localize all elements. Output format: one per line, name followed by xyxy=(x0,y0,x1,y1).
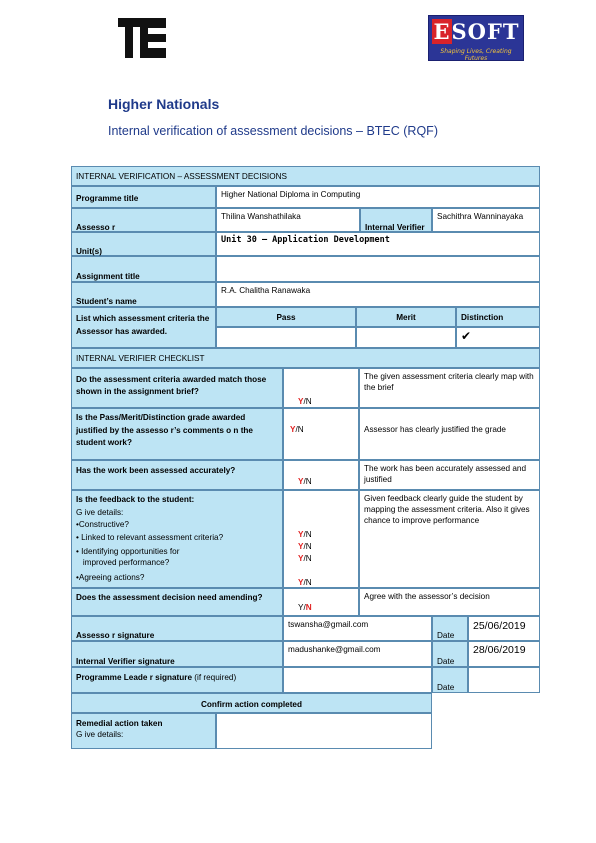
assessor-signature-value[interactable]: tswansha@gmail.com xyxy=(283,616,432,641)
yes-mark: Y xyxy=(298,477,304,486)
checklist-comment-1[interactable]: The given assessment criteria clearly map with the brief xyxy=(359,368,540,408)
esoft-tagline: Shaping Lives, Creating Futures xyxy=(440,48,512,62)
amend-yn[interactable] xyxy=(283,588,359,616)
programme-leader-signature-label xyxy=(71,667,283,693)
confirm-action-header: Confirm action completed xyxy=(71,693,432,713)
feedback-item-constructive: •Constructive? xyxy=(76,520,129,529)
amend-question: Does the assessment decision need amending? xyxy=(71,588,283,616)
student-name-value[interactable]: R.A. Chalitha Ranawaka xyxy=(216,282,540,307)
feedback-comment[interactable]: Given feedback clearly guide the student by mapping the assessment criteria. Also it gives chance to improve performance xyxy=(359,490,540,588)
feedback-question xyxy=(71,490,283,588)
checklist-question-2: Is the Pass/Merit/Distinction grade awarded justified by the assesso r’s comments o n the student work? xyxy=(71,408,283,460)
programme-title-label: Programme title xyxy=(71,186,216,208)
assessor-date-label: Date xyxy=(432,616,468,641)
merit-header: Merit xyxy=(356,307,456,327)
esoft-logo xyxy=(428,15,524,61)
merit-value[interactable] xyxy=(356,327,456,348)
feedback-item-opportunities: • Identifying opportunities for xyxy=(76,547,180,556)
yes-mark: Y xyxy=(298,397,304,406)
pl-date-label: Date xyxy=(432,667,468,693)
feedback-item-improved: improved performance? xyxy=(76,558,170,567)
feedback-yn-3: Y/N xyxy=(298,554,312,563)
section-iv-checklist-header: INTERNAL VERIFIER CHECKLIST xyxy=(71,348,540,368)
feedback-yn[interactable] xyxy=(283,490,359,588)
internal-verifier-label: Internal Verifier xyxy=(360,208,432,232)
assignment-title-value[interactable] xyxy=(216,256,540,282)
distinction-header: Distinction xyxy=(456,307,540,327)
iv-signature-label: Internal Verifier signature xyxy=(71,641,283,667)
distinction-checkmark[interactable]: ✔ xyxy=(456,327,540,348)
iv-signature-value[interactable]: madushanke@gmail.com xyxy=(283,641,432,667)
assessor-signature-label: Assesso r signature xyxy=(71,616,283,641)
checklist-comment-2-text: Assessor has clearly justified the grade xyxy=(364,425,506,434)
remedial-give-details: G ive details: xyxy=(76,730,124,739)
page-subtitle: Internal verification of assessment decisions – BTEC (RQF) xyxy=(108,124,438,138)
no-option: /N xyxy=(303,397,312,406)
checklist-yn-1[interactable] xyxy=(283,368,359,408)
feedback-yn-2: Y/N xyxy=(298,542,312,551)
unit-value[interactable]: Unit 30 – Application Development xyxy=(216,232,540,256)
pass-value[interactable] xyxy=(216,327,356,348)
yes-option: Y/ xyxy=(298,603,306,612)
pass-header: Pass xyxy=(216,307,356,327)
programme-title-value[interactable]: Higher National Diploma in Computing xyxy=(216,186,540,208)
te-logo xyxy=(118,18,166,58)
iv-date-value[interactable]: 28/06/2019 xyxy=(468,641,540,667)
feedback-question-title: Is the feedback to the student: xyxy=(76,495,195,504)
programme-leader-signature-value[interactable] xyxy=(283,667,432,693)
programme-leader-label-text: Programme Leade r signature xyxy=(76,673,193,682)
checklist-question-1: Do the assessment criteria awarded match those shown in the assignment brief? xyxy=(71,368,283,408)
checklist-comment-3[interactable]: The work has been accurately assessed and justified xyxy=(359,460,540,490)
remedial-action-label xyxy=(71,713,216,749)
feedback-yn-1: Y/N xyxy=(298,530,312,539)
criteria-awarded-label: List which assessment criteria the Assessor has awarded. xyxy=(71,307,216,348)
remedial-label-text: Remedial action taken xyxy=(76,719,163,728)
esoft-logo-text: ESOFT xyxy=(433,19,520,44)
section-assessment-decisions-header: INTERNAL VERIFICATION – ASSESSMENT DECISIONS xyxy=(71,166,540,186)
pl-date-value[interactable] xyxy=(468,667,540,693)
feedback-yn-4: Y/N xyxy=(298,578,312,587)
checklist-comment-2[interactable] xyxy=(359,408,540,460)
student-name-label: Student’s name xyxy=(71,282,216,307)
no-option: /N xyxy=(303,477,312,486)
programme-leader-note: (if required) xyxy=(192,673,237,682)
iv-date-label: Date xyxy=(432,641,468,667)
page-title: Higher Nationals xyxy=(108,96,220,112)
assignment-title-label: Assignment title xyxy=(71,256,216,282)
remedial-action-value[interactable] xyxy=(216,713,432,749)
assessor-label: Assesso r xyxy=(71,208,216,232)
assessor-value[interactable]: Thilina Wanshathilaka xyxy=(216,208,360,232)
checklist-yn-2[interactable] xyxy=(283,408,359,460)
checklist-question-3: Has the work been assessed accurately? xyxy=(71,460,283,490)
internal-verifier-value[interactable]: Sachithra Wanninayaka xyxy=(432,208,540,232)
no-mark: N xyxy=(305,603,312,612)
feedback-item-agreeing: •Agreeing actions? xyxy=(76,573,145,582)
yes-mark: Y xyxy=(290,425,296,434)
feedback-item-linked: • Linked to relevant assessment criteria? xyxy=(76,533,224,542)
no-option: /N xyxy=(295,425,304,434)
assessor-date-value[interactable]: 25/06/2019 xyxy=(468,616,540,641)
unit-label: Unit(s) xyxy=(71,232,216,256)
checklist-yn-3[interactable] xyxy=(283,460,359,490)
amend-comment[interactable]: Agree with the assessor’s decision xyxy=(359,588,540,616)
feedback-give-details: G ive details: xyxy=(76,508,124,517)
